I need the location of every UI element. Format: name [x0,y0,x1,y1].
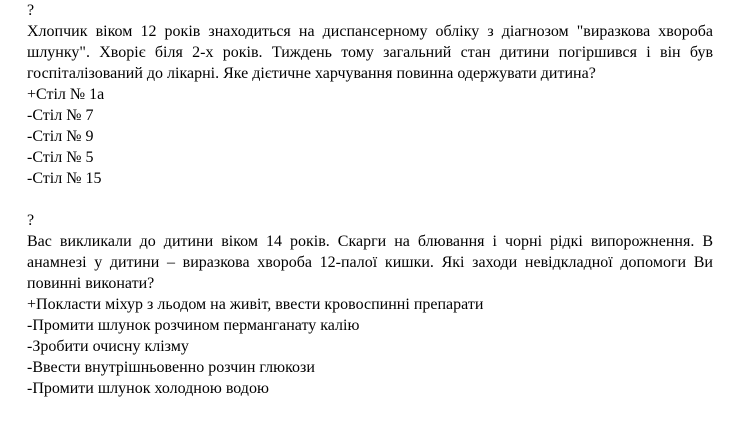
question-block-1 [27,0,713,189]
answer-option: -Зробити очисну клізму [27,338,189,355]
answer-option: -Ввести внутрішньовенно розчин глюкози [27,359,315,376]
answer-option: -Стіл № 15 [27,170,102,187]
answer-option: -Промити шлунок розчином перманганату калію [27,317,360,334]
answer-option-correct: +Стіл № 1а [27,86,105,103]
answer-option: -Стіл № 9 [27,128,94,145]
question-marker: ? [27,212,35,229]
question-text: Хлопчик віком 12 років знаходиться на диспансерному обліку з діагнозом "виразкова хвороба шлунку". Хворіє біля 2-х років. Тиждень тому загальний стан дитини погіршився і він був госпіталізований до лікарні. Яке дієтичне харчування повинна одержувати дитина? [27,23,713,82]
question-block-2 [27,210,713,399]
answer-option: -Стіл № 5 [27,149,94,166]
answer-option: -Промити шлунок холодною водою [27,380,269,397]
document-page [27,0,713,399]
answer-option: -Стіл № 7 [27,107,94,124]
question-text: Вас викликали до дитини віком 14 років. Скарги на блювання і чорні рідкі випорожнення. В анамнезі у дитини – виразкова хвороба 12-палої кишки. Які заходи невідкладної допомоги Ви повинні виконати? [27,233,713,292]
answer-option-correct: +Покласти міхур з льодом на живіт, ввести кровоспинні препарати [27,296,484,313]
spacer [27,189,713,210]
question-marker: ? [27,2,35,19]
